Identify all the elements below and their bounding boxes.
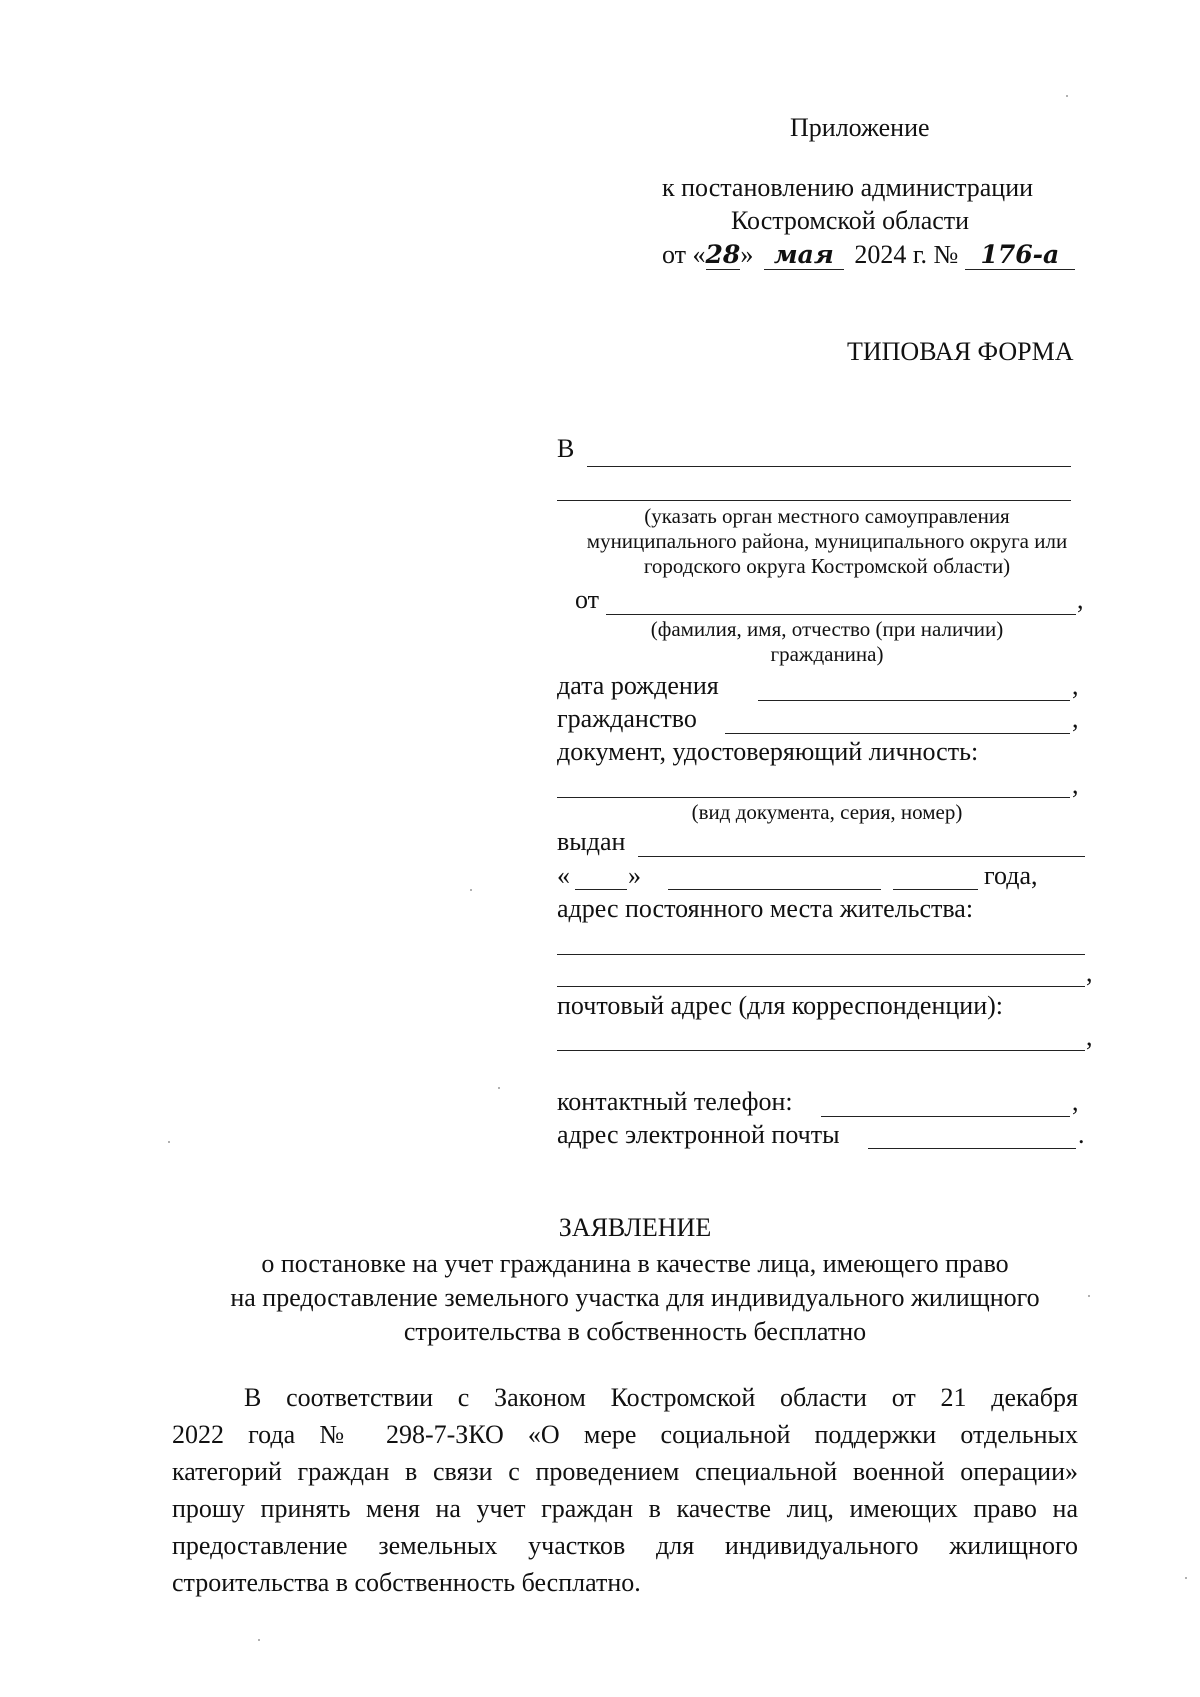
issued-by-input-line[interactable] xyxy=(638,856,1085,857)
date-prefix: от « xyxy=(662,240,706,269)
body-line: строительства в собственность бесплатно. xyxy=(172,1568,641,1597)
phone-comma: , xyxy=(1072,1087,1079,1116)
statement-body xyxy=(172,1379,1078,1601)
statement-subtitle-2: на предоставление земельного участка для индивидуального жилищного xyxy=(230,1283,1040,1312)
id-document-label: документ, удостоверяющий личность: xyxy=(557,737,979,766)
decree-line-2: Костромской области xyxy=(731,206,970,235)
issued-date-open: « xyxy=(557,861,570,890)
postal-label: почтовый адрес (для корреспонденции): xyxy=(557,991,1003,1020)
appendix-label: Приложение xyxy=(790,113,930,142)
citizenship-comma: , xyxy=(1072,704,1079,733)
decree-line-1: к постановлению администрации xyxy=(662,173,1034,202)
id-document-comma: , xyxy=(1072,770,1079,799)
date-day: 28 xyxy=(705,240,741,269)
form-type-title: ТИПОВАЯ ФОРМА xyxy=(847,337,1074,366)
to-input-line-1[interactable] xyxy=(587,466,1071,467)
from-input-line[interactable] xyxy=(606,614,1076,615)
scan-speck xyxy=(258,1639,260,1641)
email-input-line[interactable] xyxy=(868,1148,1076,1149)
issued-date-close: » xyxy=(628,861,641,890)
body-line: прошу принять меня на учет граждан в качестве лиц, имеющих право на xyxy=(172,1494,1078,1523)
issued-label: выдан xyxy=(557,827,626,856)
to-hint-2: муниципального района, муниципального округа или xyxy=(586,529,1068,553)
from-hint-1: (фамилия, имя, отчество (при наличии) xyxy=(650,617,1004,641)
issued-year-input-line[interactable] xyxy=(893,889,978,890)
date-year: 2024 г. № xyxy=(854,240,959,269)
id-document-hint: (вид документа, серия, номер) xyxy=(691,800,963,824)
phone-label: контактный телефон: xyxy=(557,1087,793,1116)
body-line: В соответствии с Законом Костромской области от 21 декабря xyxy=(244,1383,1078,1412)
scan-speck xyxy=(168,1141,170,1143)
date-month: мая xyxy=(764,240,844,270)
decree-date-line xyxy=(662,240,1075,270)
to-input-line-2[interactable] xyxy=(557,500,1071,501)
citizenship-label: гражданство xyxy=(557,704,697,733)
date-mid: » xyxy=(740,240,754,269)
decree-number: 176-а xyxy=(965,240,1075,270)
scan-speck xyxy=(1185,1577,1187,1579)
postal-input-line[interactable] xyxy=(557,1050,1085,1051)
statement-title: ЗАЯВЛЕНИЕ xyxy=(558,1213,712,1242)
scan-speck xyxy=(1066,95,1068,97)
body-line: категорий граждан в связи с проведением специальной военной операции» xyxy=(172,1457,1078,1486)
email-period: . xyxy=(1078,1120,1085,1149)
birth-date-input-line[interactable] xyxy=(758,700,1070,701)
citizenship-input-line[interactable] xyxy=(725,733,1070,734)
birth-date-label: дата рождения xyxy=(557,671,719,700)
residence-input-line-1[interactable] xyxy=(557,954,1085,955)
to-hint-1: (указать орган местного самоуправления xyxy=(644,504,1010,528)
scan-speck xyxy=(470,889,472,891)
birth-date-comma: , xyxy=(1072,671,1079,700)
from-label: от xyxy=(575,585,600,614)
body-line: предоставление земельных участков для индивидуального жилищного xyxy=(172,1531,1078,1560)
issued-year-suffix: года, xyxy=(984,861,1038,890)
statement-subtitle-3: строительства в собственность бесплатно xyxy=(403,1317,867,1346)
scan-speck xyxy=(1088,1295,1090,1297)
issued-day-input-line[interactable] xyxy=(575,889,627,890)
postal-comma: , xyxy=(1086,1022,1093,1051)
to-hint-3: городского округа Костромской области) xyxy=(643,554,1011,578)
scan-speck xyxy=(498,1087,500,1089)
body-line: 2022 года № 298-7-ЗКО «О мере социальной поддержки отдельных xyxy=(172,1420,1078,1449)
statement-subtitle-1: о постановке на учет гражданина в качестве лица, имеющего право xyxy=(261,1249,1009,1278)
from-comma: , xyxy=(1077,585,1084,614)
id-document-input-line[interactable] xyxy=(557,797,1070,798)
issued-month-input-line[interactable] xyxy=(668,889,881,890)
residence-comma: , xyxy=(1086,958,1093,987)
to-label: В xyxy=(557,434,575,463)
residence-label: адрес постоянного места жительства: xyxy=(557,894,974,923)
phone-input-line[interactable] xyxy=(821,1116,1070,1117)
from-hint-2: гражданина) xyxy=(770,642,884,666)
email-label: адрес электронной почты xyxy=(557,1120,840,1149)
residence-input-line-2[interactable] xyxy=(557,986,1085,987)
